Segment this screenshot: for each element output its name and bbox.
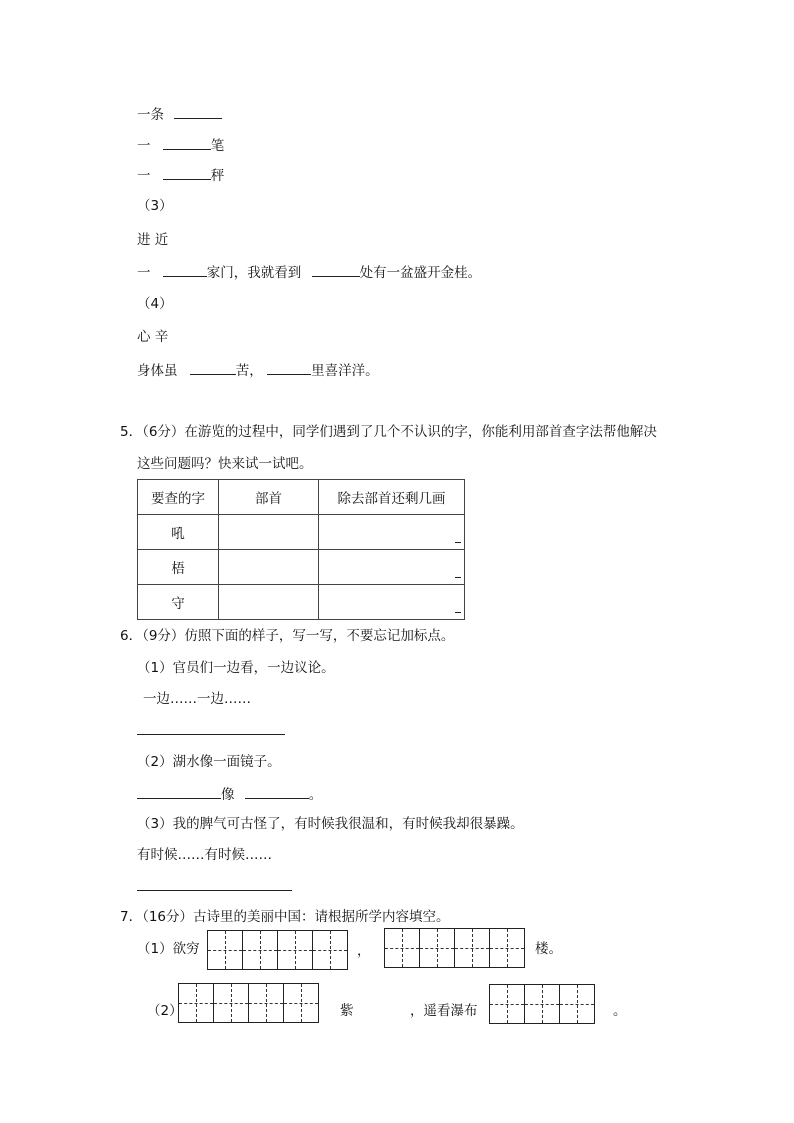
q6-part2: （2）湖水像一面镜子。 [137,754,281,770]
table-cell-strokes[interactable] [319,515,465,550]
table-cell-radical[interactable] [219,550,319,585]
q4-part3-options: 进 近 [137,232,169,248]
table-header-row [138,480,465,515]
writing-cell[interactable] [312,930,348,970]
writing-cell[interactable] [248,983,284,1023]
q7-part2-grid-a [178,983,319,1023]
q7-part2-label: （2） [147,1003,183,1019]
q6-title: 6．（9分）仿照下面的样子，写一写，不要忘记加标点。 [120,628,455,644]
blank-part2-a[interactable] [137,784,221,799]
blank-line1[interactable] [174,104,222,119]
blank-line3[interactable] [163,165,211,180]
answer-line-part3[interactable] [137,890,292,891]
q4-line-1 [137,104,222,124]
table-header-strokes: 除去部首还剩几画 [319,480,465,515]
writing-cell[interactable] [242,930,278,970]
writing-cell[interactable] [419,928,455,968]
table-cell-char: 守 [138,585,219,620]
writing-cell[interactable] [207,930,243,970]
writing-cell[interactable] [489,984,525,1024]
underscore-mark [455,577,461,578]
blank-part3-a[interactable] [163,262,207,277]
q6-part1: （1）官员们一边看，一边议论。 [137,660,335,676]
blank-part4-b[interactable] [267,360,311,375]
table-row [138,585,465,620]
writing-cell[interactable] [524,984,560,1024]
q4-line3-prefix: 一 [137,168,151,184]
table-row [138,515,465,550]
q7-part2-text: ，遥看瀑布 [410,1003,478,1019]
q7-part1-label: （1）欲穷 [137,941,200,957]
blank-part4-a[interactable] [190,360,236,375]
q4-part3-prefix: 一 [137,265,151,281]
q6-part2-answer [137,784,322,804]
q4-part3-sentence [137,262,481,282]
q6-part1-pattern: 一边……一边…… [143,691,251,707]
writing-cell[interactable] [489,928,525,968]
table-cell-char: 吼 [138,515,219,550]
q4-part4-suffix: 里喜洋洋。 [311,363,379,379]
writing-cell[interactable] [213,983,249,1023]
table-row [138,550,465,585]
table-cell-char: 梧 [138,550,219,585]
q5-table [137,479,465,620]
underscore-mark [455,542,461,543]
q4-line2-suffix: 笔 [210,138,225,154]
q4-part4-prefix: 身体虽 [137,363,178,379]
q4-line2-prefix: 一 [137,138,151,154]
q4-line3-suffix: 秤 [210,168,225,184]
q7-part2-end: 。 [613,1003,627,1019]
q7-part1-grid-b [384,928,525,968]
q7-part1-end: 楼。 [535,941,562,957]
q4-line-3 [137,165,224,185]
underscore-mark [455,612,461,613]
blank-line2[interactable] [163,135,211,150]
q4-part4-sentence [137,360,379,380]
writing-cell[interactable] [283,983,319,1023]
writing-cell[interactable] [454,928,490,968]
q6-part2-end: 。 [308,787,323,803]
q4-part4-label: （4） [137,296,173,312]
q7-part2-grid-b [489,984,595,1024]
writing-cell[interactable] [559,984,595,1024]
q4-part4-mid: 苦， [235,363,263,379]
table-cell-strokes[interactable] [319,550,465,585]
blank-part3-b[interactable] [312,262,360,277]
q7-part2-mid: 紫 [340,1003,354,1019]
q4-part3-label: （3） [137,198,173,214]
table-header-radical: 部首 [219,480,319,515]
q4-part3-suffix: 处有一盆盛开金桂。 [359,265,482,281]
q4-part3-mid: 家门，我就看到 [206,265,302,281]
table-cell-radical[interactable] [219,515,319,550]
q7-title: 7．（16分）古诗里的美丽中国：请根据所学内容填空。 [120,909,450,925]
writing-cell[interactable] [384,928,420,968]
table-cell-strokes[interactable] [319,585,465,620]
table-header-char: 要查的字 [138,480,219,515]
q7-part1-grid-a [207,930,348,970]
blank-part2-b[interactable] [245,784,309,799]
table-cell-radical[interactable] [219,585,319,620]
q4-part4-options: 心 辛 [137,329,169,345]
q7-part1-comma: ， [357,943,371,959]
q6-part3-pattern: 有时候……有时候…… [137,847,272,863]
writing-cell[interactable] [277,930,313,970]
q5-title-cont: 这些问题吗？快来试一试吧。 [137,456,313,472]
writing-cell[interactable] [178,983,214,1023]
q4-line1-prefix: 一条 [137,107,164,123]
q6-part2-mid: 像 [221,787,235,803]
q4-line-2 [137,135,224,155]
q5-title: 5．（6分）在游览的过程中，同学们遇到了几个不认识的字，你能利用部首查字法帮他解决 [120,424,657,440]
answer-line-part1[interactable] [137,734,285,735]
q6-part3: （3）我的脾气可古怪了，有时候我很温和，有时候我却很暴躁。 [137,816,524,832]
